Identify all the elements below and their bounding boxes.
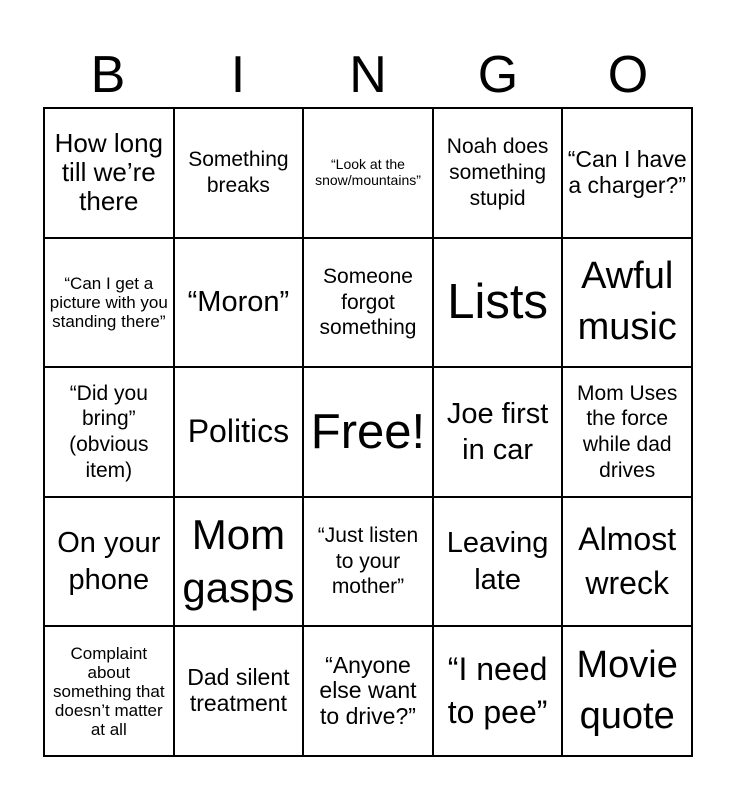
cell-text: “Can I have a charger?” [567, 146, 687, 198]
cell-text: “Can I get a picture with you standing there” [49, 273, 168, 331]
header-letter-n: N [349, 46, 387, 104]
header-letter-b: B [90, 46, 126, 104]
bingo-cell[interactable] [562, 497, 692, 627]
cell-text: Dad silent treatment [187, 664, 290, 717]
bingo-cell[interactable] [174, 367, 304, 497]
cell-text: “Look at the snow/mountains” [315, 156, 421, 188]
cell-text: Noah does something stupid [446, 135, 549, 210]
bingo-cell[interactable] [433, 626, 563, 756]
bingo-cell[interactable] [44, 626, 174, 756]
cell-text: “Anyone else want to drive?” [319, 651, 417, 730]
header-letter-o: O [607, 46, 649, 104]
header-letter-i: I [230, 46, 246, 104]
cell-text: On your phone [57, 527, 161, 596]
cell-text: Mom gasps [182, 511, 295, 611]
cell-text: “Just listen to your mother” [317, 524, 419, 599]
bingo-cell[interactable] [44, 497, 174, 627]
bingo-cell[interactable] [44, 238, 174, 368]
bingo-cell[interactable] [433, 108, 563, 238]
cell-text: Almost wreck [578, 521, 677, 601]
bingo-cell[interactable] [174, 238, 304, 368]
cell-text: Movie quote [576, 643, 678, 738]
bingo-cell[interactable] [44, 108, 174, 238]
bingo-cell[interactable] [433, 497, 563, 627]
cell-text: Lists [447, 274, 548, 329]
bingo-board [43, 107, 693, 757]
cell-text: Politics [187, 413, 290, 450]
cell-text: How long till we’re there [54, 128, 163, 217]
cell-text: Someone forgot something [319, 264, 417, 340]
cell-text: Leaving late [446, 527, 549, 596]
bingo-cell[interactable] [303, 626, 433, 756]
bingo-cell[interactable] [562, 108, 692, 238]
bingo-cell[interactable] [174, 626, 304, 756]
cell-text: “Moron” [187, 286, 290, 319]
bingo-cell[interactable] [303, 497, 433, 627]
bingo-cell[interactable] [303, 238, 433, 368]
bingo-cell[interactable] [562, 367, 692, 497]
bingo-cell[interactable] [433, 367, 563, 497]
free-space-label: Free! [310, 404, 426, 459]
bingo-header [43, 44, 693, 106]
bingo-cell[interactable] [174, 108, 304, 238]
cell-text: Mom Uses the force while dad drives [577, 381, 678, 482]
bingo-cell[interactable] [433, 238, 563, 368]
header-letter-g: G [477, 46, 519, 104]
bingo-cell[interactable] [174, 497, 304, 627]
bingo-cell[interactable] [562, 626, 692, 756]
cell-text: “I need to pee” [447, 651, 548, 731]
cell-text: Awful music [577, 255, 677, 349]
bingo-free-space[interactable] [303, 367, 433, 497]
bingo-cell[interactable] [562, 238, 692, 368]
cell-text: Something breaks [188, 148, 289, 197]
bingo-cell[interactable] [44, 367, 174, 497]
cell-text: “Did you bring” (obvious item) [69, 381, 149, 482]
cell-text: Joe first in car [446, 397, 549, 466]
bingo-cell[interactable] [303, 108, 433, 238]
cell-text: Complaint about something that doesn’t matter at all [53, 643, 165, 739]
